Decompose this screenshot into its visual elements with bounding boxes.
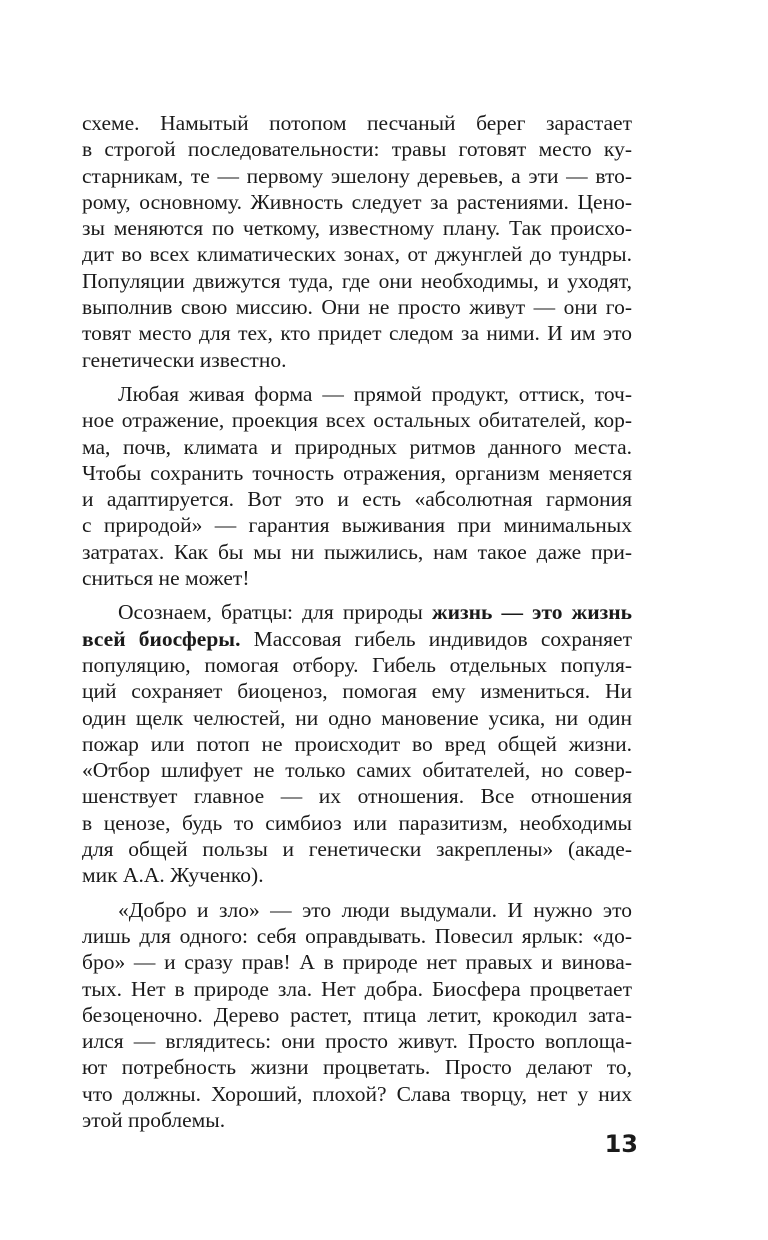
body-text (82, 110, 632, 1133)
text-line: для общей пользы и генетически закреплены» (акаде- (82, 837, 632, 862)
text-run: Массовая гибель индивидов сохраняет (240, 626, 632, 651)
text-line: в строгой последовательности: травы готовят место ку- (82, 137, 632, 162)
text-line: ций сохраняет биоценоз, помогая ему измениться. Ни (82, 679, 632, 704)
text-line: товят место для тех, кто придет следом за ними. И им это (82, 321, 632, 346)
text-line: популяцию, помогая отбору. Гибель отдельных популя- (82, 652, 632, 677)
text-line: Чтобы сохранить точность отражения, организм меняется (82, 460, 632, 485)
text-line: генетически известно. (82, 347, 287, 372)
paragraph-2 (82, 381, 632, 591)
text-line: в ценозе, будь то симбиоз или паразитизм, необходимы (82, 810, 632, 835)
text-line: и адаптируется. Вот это и есть «абсолютная гармония (82, 487, 632, 512)
text-line: с природой» — гарантия выживания при минимальных (82, 513, 632, 538)
text-line: старникам, те — первому эшелону деревьев, а эти — вто- (82, 163, 632, 188)
text-line: мик А.А. Жученко). (82, 863, 264, 888)
text-line: рому, основному. Живность следует за растениями. Цено- (82, 189, 632, 214)
text-line: Популяции движутся туда, где они необходимы, и уходят, (82, 268, 632, 293)
text-line: ился — вглядитесь: они просто живут. Просто воплоща- (82, 1029, 632, 1054)
paragraph-1 (82, 110, 632, 373)
text-line: этой проблемы. (82, 1107, 226, 1132)
text-line: схеме. Намытый потопом песчаный берег зарастает (82, 111, 632, 135)
text-line: тых. Нет в природе зла. Нет добра. Биосфера процветает (82, 976, 632, 1001)
bold-emphasis: жизнь — это жизнь (432, 600, 632, 625)
paragraph-3 (82, 599, 632, 888)
page-number: 13 (604, 1130, 638, 1158)
paragraph-4 (82, 897, 632, 1134)
text-line: лишь для одного: себя оправдывать. Повесил ярлык: «до- (82, 923, 632, 948)
text-line: «Отбор шлифует не только самих обитателей, но совер- (82, 758, 632, 783)
text-line: Любая живая форма — прямой продукт, оттиск, точ- (118, 381, 632, 406)
text-line (82, 626, 632, 652)
text-line: затратах. Как бы мы ни пыжились, нам такое даже при- (82, 539, 632, 564)
text-line: выполнив свою миссию. Они не просто живут — они го- (82, 295, 632, 320)
text-line: шенствует главное — их отношения. Все отношения (82, 784, 632, 809)
text-line: безоценочно. Дерево растет, птица летит, крокодил зата- (82, 1002, 632, 1027)
text-line: ное отражение, проекция всех остальных обитателей, кор- (82, 408, 632, 433)
text-line: один щелк челюстей, ни одно мановение усика, ни один (82, 705, 632, 730)
text-run: Осознаем, братцы: для природы (118, 600, 433, 625)
text-line (82, 599, 632, 625)
text-line: «Добро и зло» — это люди выдумали. И нужно это (118, 897, 632, 922)
bold-emphasis: всей биосферы. (82, 626, 241, 651)
text-line: дит во всех климатических зонах, от джунглей до тундры. (82, 242, 632, 267)
text-line: пожар или потоп не происходит во вред общей жизни. (82, 731, 632, 756)
text-line: сниться не может! (82, 566, 250, 591)
text-line: зы меняются по четкому, известному плану. Так происхо- (82, 216, 632, 241)
text-line: ма, почв, климата и природных ритмов данного места. (82, 434, 632, 459)
text-line: что должны. Хороший, плохой? Слава творцу, нет у них (82, 1081, 632, 1106)
text-line: ют потребность жизни процветать. Просто делают то, (82, 1055, 632, 1080)
text-line: бро» — и сразу прав! А в природе нет правых и винова- (82, 950, 632, 975)
